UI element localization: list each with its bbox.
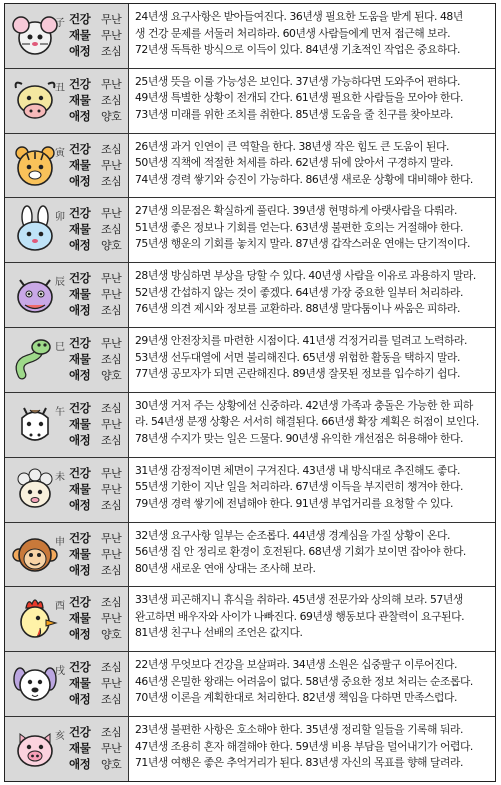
wealth-label: 재물 xyxy=(69,157,91,172)
health-value: 조심 xyxy=(101,401,122,415)
wealth-value: 무난 xyxy=(101,288,122,302)
zodiac-character: 亥 xyxy=(55,731,65,743)
love-value: 양호 xyxy=(101,239,122,253)
fortune-line: 라. 54년생 분쟁 상황은 서서히 해결된다. 66년생 확장 계획은 허점이 보인다. xyxy=(135,415,479,429)
zodiac-row-rat xyxy=(5,4,495,68)
fortune-summary xyxy=(69,659,127,707)
fortune-line: 23년생 불편한 사항은 호소해야 한다. 35년생 정리할 일들을 기록해 둬라. xyxy=(135,723,463,737)
wealth-value: 무난 xyxy=(101,547,122,561)
love-label: 애정 xyxy=(69,368,91,383)
wealth-label: 재물 xyxy=(69,287,91,302)
love-label: 애정 xyxy=(69,108,91,123)
health-label: 건강 xyxy=(69,271,91,286)
love-label: 애정 xyxy=(69,497,91,512)
fortune-line: 28년생 방심하면 부상을 당할 수 있다. 40년생 사람을 이유로 과용하지 말라. xyxy=(135,269,476,283)
love-value: 양호 xyxy=(101,109,122,123)
health-value: 조심 xyxy=(101,142,122,156)
row-header xyxy=(5,458,129,522)
fortune-line: 78년생 수지가 맞는 일은 드물다. 90년생 유익한 개선점은 허용해야 한다. xyxy=(135,431,463,445)
wealth-label: 재물 xyxy=(69,92,91,107)
fortune-line: 70년생 이론을 계획한대로 처리한다. 82년생 책임을 다하면 만족스럽다. xyxy=(135,691,457,705)
fortune-summary xyxy=(69,270,127,318)
tiger-icon xyxy=(10,141,60,191)
fortune-line: 75년생 행운의 기회를 놓치지 말라. 87년생 갑작스러운 연애는 단기적이다. xyxy=(135,237,470,251)
health-value: 조심 xyxy=(101,596,122,610)
row-header xyxy=(5,393,129,457)
love-label: 애정 xyxy=(69,238,91,253)
fortune-line: 80년생 새로운 연애 상대는 조사해 보라. xyxy=(135,561,316,575)
wealth-label: 재물 xyxy=(69,28,91,42)
zodiac-character: 未 xyxy=(55,471,65,483)
fortune-summary xyxy=(69,76,127,124)
fortune-summary xyxy=(69,530,127,578)
zodiac-character: 午 xyxy=(55,406,65,418)
zodiac-character: 申 xyxy=(55,536,65,548)
row-header xyxy=(5,134,129,198)
wealth-label: 재물 xyxy=(69,481,91,496)
health-value: 조심 xyxy=(101,661,122,675)
zodiac-row-dragon xyxy=(5,262,495,327)
wealth-value: 무난 xyxy=(101,29,122,42)
sheep-icon xyxy=(10,465,60,515)
love-value: 조심 xyxy=(101,433,122,447)
fortune-line: 25년생 뜻을 이룰 가능성은 보인다. 37년생 가능하다면 도와주어 편하다. xyxy=(135,74,460,88)
zodiac-row-monkey xyxy=(5,522,495,587)
wealth-value: 무난 xyxy=(101,742,122,756)
fortune-line: 29년생 안전장치를 마련한 시점이다. 41년생 걱정거리를 덜려고 노력하라. xyxy=(135,334,467,348)
fortune-line: 79년생 경력 쌓기에 전념해야 한다. 91년생 부업거리를 요청할 수 있다. xyxy=(135,496,453,510)
wealth-label: 재물 xyxy=(69,352,91,367)
row-header xyxy=(5,328,129,392)
fortune-text xyxy=(129,393,495,457)
love-value: 조심 xyxy=(101,498,122,512)
wealth-label: 재물 xyxy=(69,741,91,756)
fortune-line: 27년생 의문점은 확실하게 풀린다. 39년생 현명하게 아랫사람을 다뤄라. xyxy=(135,204,457,218)
love-label: 애정 xyxy=(69,692,91,707)
love-label: 애정 xyxy=(69,173,91,188)
fortune-line: 52년생 간섭하지 않는 것이 좋겠다. 64년생 가장 중요한 일부터 처리하라. xyxy=(135,285,463,299)
love-value: 조심 xyxy=(101,45,122,58)
monkey-icon xyxy=(10,530,60,580)
zodiac-character: 戌 xyxy=(55,666,65,678)
fortune-text xyxy=(129,458,495,522)
wealth-label: 재물 xyxy=(69,676,91,691)
health-label: 건강 xyxy=(69,530,91,545)
fortune-text xyxy=(129,198,495,262)
fortune-line: 76년생 의견 제시와 정보를 교환하라. 88년생 말다툼이나 싸움은 피하라. xyxy=(135,302,460,316)
pig-icon xyxy=(10,724,60,774)
health-value: 무난 xyxy=(101,337,122,351)
fortune-summary xyxy=(69,205,127,253)
ox-icon xyxy=(10,76,60,126)
love-label: 애정 xyxy=(69,44,91,58)
wealth-value: 조심 xyxy=(101,223,122,237)
health-label: 건강 xyxy=(69,336,91,351)
zodiac-character: 丑 xyxy=(55,82,65,94)
wealth-value: 무난 xyxy=(101,417,122,431)
horoscope-table xyxy=(4,3,496,782)
fortune-line: 26년생 과거 인연이 큰 역할을 한다. 38년생 작은 힘도 큰 도움이 된다. xyxy=(135,139,449,153)
fortune-line: 24년생 요구사항은 받아들여진다. 36년생 필요한 도움을 받게 된다. 48년 xyxy=(135,10,463,23)
love-value: 양호 xyxy=(101,758,122,772)
dragon-icon xyxy=(10,270,60,320)
horse-icon xyxy=(10,400,60,450)
zodiac-row-tiger xyxy=(5,133,495,198)
fortune-line: 30년생 거저 주는 상황에선 신중하라. 42년생 가족과 충돌은 가능한 한 피하 xyxy=(135,398,473,412)
wealth-value: 무난 xyxy=(101,677,122,691)
fortune-line: 50년생 직책에 적절한 처세를 하라. 62년생 뒤에 앉아서 구경하지 말라. xyxy=(135,156,453,170)
zodiac-row-dog xyxy=(5,651,495,716)
dog-icon xyxy=(10,659,60,709)
fortune-line: 53년생 선두대열에 서면 불리해진다. 65년생 위험한 활동을 택하지 말라. xyxy=(135,350,460,364)
health-label: 건강 xyxy=(69,660,91,675)
fortune-text xyxy=(129,263,495,327)
row-header xyxy=(5,717,129,781)
love-label: 애정 xyxy=(69,303,91,318)
zodiac-row-ox xyxy=(5,68,495,133)
fortune-text xyxy=(129,717,495,781)
health-value: 무난 xyxy=(101,207,122,221)
health-label: 건강 xyxy=(69,400,91,415)
zodiac-row-sheep xyxy=(5,457,495,522)
wealth-label: 재물 xyxy=(69,611,91,626)
fortune-line: 31년생 감정적이면 체면이 구겨진다. 43년생 내 방식대로 추진해도 좋다. xyxy=(135,463,460,477)
fortune-line: 47년생 조용히 혼자 해결해야 한다. 59년생 비용 부담을 덜어내기가 어렵다. xyxy=(135,739,473,753)
fortune-line: 74년생 경력 쌓기와 승진이 가능하다. 86년생 새로운 상황에 대비해야 한다. xyxy=(135,172,473,186)
zodiac-character: 子 xyxy=(55,18,65,29)
health-label: 건강 xyxy=(69,12,91,26)
fortune-text xyxy=(129,4,495,68)
zodiac-row-rabbit xyxy=(5,197,495,262)
love-value: 조심 xyxy=(101,693,122,707)
wealth-value: 무난 xyxy=(101,482,122,496)
love-value: 조심 xyxy=(101,563,122,577)
fortune-line: 생 건강 문제를 서둘러 처리하라. 60년생 사람들에게 먼저 접근해 보라. xyxy=(135,26,451,40)
wealth-value: 조심 xyxy=(101,93,122,107)
wealth-label: 재물 xyxy=(69,222,91,237)
row-header xyxy=(5,198,129,262)
health-value: 조심 xyxy=(101,726,122,740)
fortune-text xyxy=(129,69,495,133)
love-value: 조심 xyxy=(101,174,122,188)
row-header xyxy=(5,587,129,651)
health-label: 건강 xyxy=(69,595,91,610)
health-value: 무난 xyxy=(101,77,122,91)
health-label: 건강 xyxy=(69,725,91,740)
zodiac-character: 辰 xyxy=(55,277,65,289)
fortune-line: 55년생 기한이 지난 일을 처리하라. 67년생 이득을 부지런히 챙겨야 한다. xyxy=(135,480,463,494)
fortune-line: 33년생 피곤해지니 휴식을 취하라. 45년생 전문가와 상의해 보라. 57년생 xyxy=(135,593,463,607)
fortune-line: 56년생 집 안 정리로 환경이 호전된다. 68년생 기회가 보이면 잡아야 한다. xyxy=(135,545,466,559)
health-value: 무난 xyxy=(101,13,122,26)
fortune-summary xyxy=(69,11,127,59)
rat-icon xyxy=(10,11,60,61)
wealth-label: 재물 xyxy=(69,416,91,431)
fortune-summary xyxy=(69,465,127,513)
zodiac-character: 寅 xyxy=(55,147,65,159)
zodiac-row-horse xyxy=(5,392,495,457)
wealth-value: 조심 xyxy=(101,353,122,367)
fortune-text xyxy=(129,652,495,716)
fortune-summary xyxy=(69,141,127,189)
health-label: 건강 xyxy=(69,141,91,156)
snake-icon xyxy=(10,335,60,385)
fortune-line: 51년생 좋은 정보나 기회를 얻는다. 63년생 불편한 호의는 거절해야 한다. xyxy=(135,220,463,234)
health-value: 무난 xyxy=(101,272,122,286)
rooster-icon xyxy=(10,594,60,644)
row-header xyxy=(5,4,129,68)
row-header xyxy=(5,523,129,587)
zodiac-character: 巳 xyxy=(55,342,65,354)
fortune-line: 완고하면 배우자와 사이가 나빠진다. 69년생 행동보다 관찰력이 요구된다. xyxy=(135,609,465,623)
row-header xyxy=(5,652,129,716)
fortune-line: 49년생 특별한 상황이 전개되 간다. 61년생 필요한 사람들을 모아야 한다. xyxy=(135,91,463,105)
rabbit-icon xyxy=(10,205,60,255)
zodiac-character: 卯 xyxy=(55,212,65,224)
health-label: 건강 xyxy=(69,206,91,221)
fortune-line: 32년생 요구사항 일부는 순조롭다. 44년생 경계심을 가질 상황이 온다. xyxy=(135,528,450,542)
fortune-summary xyxy=(69,335,127,383)
fortune-line: 73년생 미래를 위한 조치를 취한다. 85년생 도움을 줄 친구를 찾아보라. xyxy=(135,107,453,121)
row-header xyxy=(5,69,129,133)
fortune-line: 81년생 친구나 선배의 조언은 값지다. xyxy=(135,626,303,640)
fortune-text xyxy=(129,134,495,198)
fortune-text xyxy=(129,523,495,587)
fortune-text xyxy=(129,328,495,392)
row-header xyxy=(5,263,129,327)
fortune-line: 71년생 여행은 좋은 추억거리가 된다. 83년생 자신의 목표를 향해 달려라. xyxy=(135,756,463,770)
zodiac-character: 酉 xyxy=(55,601,65,613)
fortune-text xyxy=(129,587,495,651)
zodiac-row-pig xyxy=(5,716,495,781)
love-label: 애정 xyxy=(69,757,91,772)
fortune-summary xyxy=(69,724,127,772)
fortune-line: 77년생 공모자가 되면 곤란해진다. 89년생 잘못된 정보를 입수하기 쉽다. xyxy=(135,367,460,381)
love-value: 양호 xyxy=(101,628,122,642)
health-value: 무난 xyxy=(101,531,122,545)
fortune-summary xyxy=(69,400,127,448)
zodiac-row-rooster xyxy=(5,586,495,651)
zodiac-row-snake xyxy=(5,327,495,392)
health-value: 무난 xyxy=(101,466,122,480)
health-label: 건강 xyxy=(69,465,91,480)
love-label: 애정 xyxy=(69,562,91,577)
wealth-label: 재물 xyxy=(69,546,91,561)
wealth-value: 무난 xyxy=(101,612,122,626)
love-label: 애정 xyxy=(69,432,91,447)
love-value: 조심 xyxy=(101,304,122,318)
fortune-line: 72년생 독특한 방식으로 이득이 있다. 84년생 기초적인 작업은 중요하다. xyxy=(135,43,460,56)
love-value: 양호 xyxy=(101,369,122,383)
wealth-value: 무난 xyxy=(101,158,122,172)
fortune-line: 22년생 무엇보다 건강을 보살펴라. 34년생 소원은 십중팔구 이루어진다. xyxy=(135,658,457,672)
fortune-line: 46년생 은밀한 왕래는 어려움이 없다. 58년생 중요한 정보 처리는 순조롭다. xyxy=(135,674,473,688)
love-label: 애정 xyxy=(69,627,91,642)
health-label: 건강 xyxy=(69,76,91,91)
fortune-summary xyxy=(69,594,127,642)
